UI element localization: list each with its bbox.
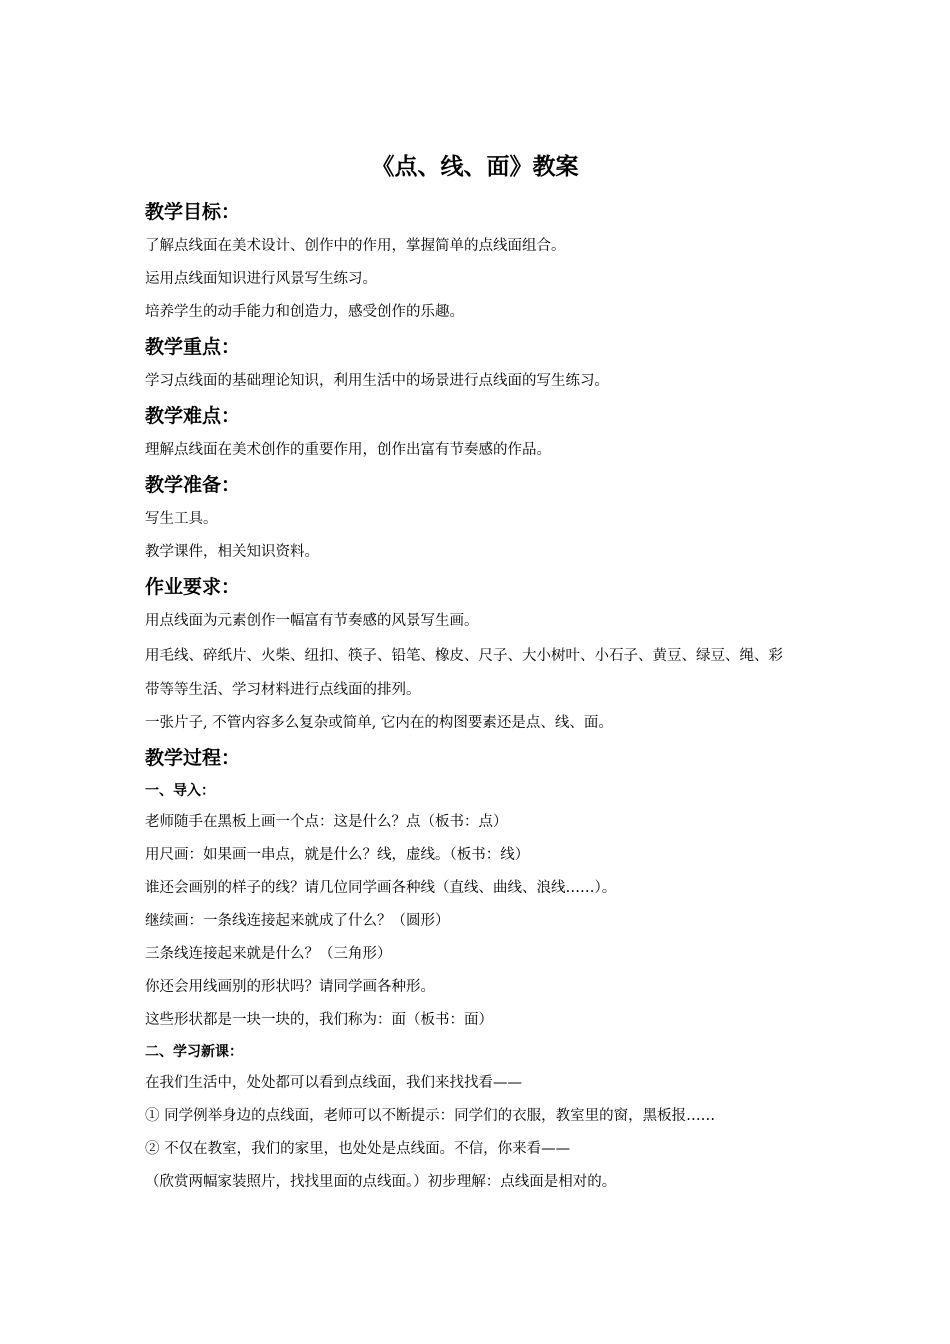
homework-item-3: 带等等生活、学习材料进行点线面的排列。 bbox=[145, 682, 421, 698]
lesson-item-3: ② 不仅在教室，我们的家里，也处处是点线面。不信，你来看—— bbox=[145, 1141, 571, 1157]
homework-item-1: 用点线面为元素创作一幅富有节奏感的风景写生画。 bbox=[145, 613, 479, 629]
heading-teaching-process: 教学过程： bbox=[145, 747, 241, 769]
document-body bbox=[145, 194, 825, 1199]
homework-item-2: 用毛线、碎纸片、火柴、纽扣、筷子、铅笔、橡皮、尺子、大小树叶、小石子、黄豆、绿豆、绳、彩 bbox=[145, 648, 783, 664]
subheading-new-lesson: 二、学习新课： bbox=[145, 1044, 243, 1060]
lesson-item-4: （欣赏两幅家装照片，找找里面的点线面。）初步理解：点线面是相对的。 bbox=[145, 1174, 617, 1190]
difficulty-item-1: 理解点线面在美术创作的重要作用，创作出富有节奏感的作品。 bbox=[145, 442, 551, 458]
heading-key-points: 教学重点： bbox=[145, 336, 241, 358]
intro-item-6: 你还会用线画别的形状吗？请同学画各种形。 bbox=[145, 979, 435, 995]
keypoint-item-1: 学习点线面的基础理论知识，利用生活中的场景进行点线面的写生练习。 bbox=[145, 373, 609, 389]
goal-item-1: 了解点线面在美术设计、创作中的作用，掌握简单的点线面组合。 bbox=[145, 238, 566, 254]
preparation-item-2: 教学课件，相关知识资料。 bbox=[145, 544, 319, 560]
goal-item-2: 运用点线面知识进行风景写生练习。 bbox=[145, 271, 377, 287]
goal-item-3: 培养学生的动手能力和创造力，感受创作的乐趣。 bbox=[145, 304, 464, 320]
heading-teaching-goals: 教学目标： bbox=[145, 201, 241, 223]
intro-item-1: 老师随手在黑板上画一个点：这是什么？点（板书：点） bbox=[145, 814, 508, 830]
heading-homework: 作业要求： bbox=[145, 576, 241, 598]
heading-difficulties: 教学难点： bbox=[145, 405, 241, 427]
intro-item-3: 谁还会画别的样子的线？请几位同学画各种线（直线、曲线、浪线……）。 bbox=[145, 880, 617, 896]
subheading-introduction: 一、导入： bbox=[145, 783, 215, 799]
homework-item-4: 一张片子, 不管内容多么复杂或简单, 它内在的构图要素还是点、线、面。 bbox=[145, 715, 613, 731]
document-title: 《点、线、面》教案 bbox=[371, 154, 579, 180]
intro-item-2: 用尺画：如果画一串点，就是什么？线，虚线。（板书：线） bbox=[145, 847, 530, 863]
preparation-item-1: 写生工具。 bbox=[145, 511, 218, 527]
intro-item-5: 三条线连接起来就是什么？（三角形） bbox=[145, 946, 392, 962]
intro-item-4: 继续画：一条线连接起来就成了什么？（圆形） bbox=[145, 913, 450, 929]
lesson-item-2: ① 同学例举身边的点线面，老师可以不断提示：同学们的衣服，教室里的窗，黑板报…… bbox=[145, 1108, 716, 1124]
lesson-item-1: 在我们生活中，处处都可以看到点线面，我们来找找看—— bbox=[145, 1075, 522, 1091]
heading-preparation: 教学准备： bbox=[145, 474, 241, 496]
intro-item-7: 这些形状都是一块一块的，我们称为：面（板书：面） bbox=[145, 1012, 493, 1028]
